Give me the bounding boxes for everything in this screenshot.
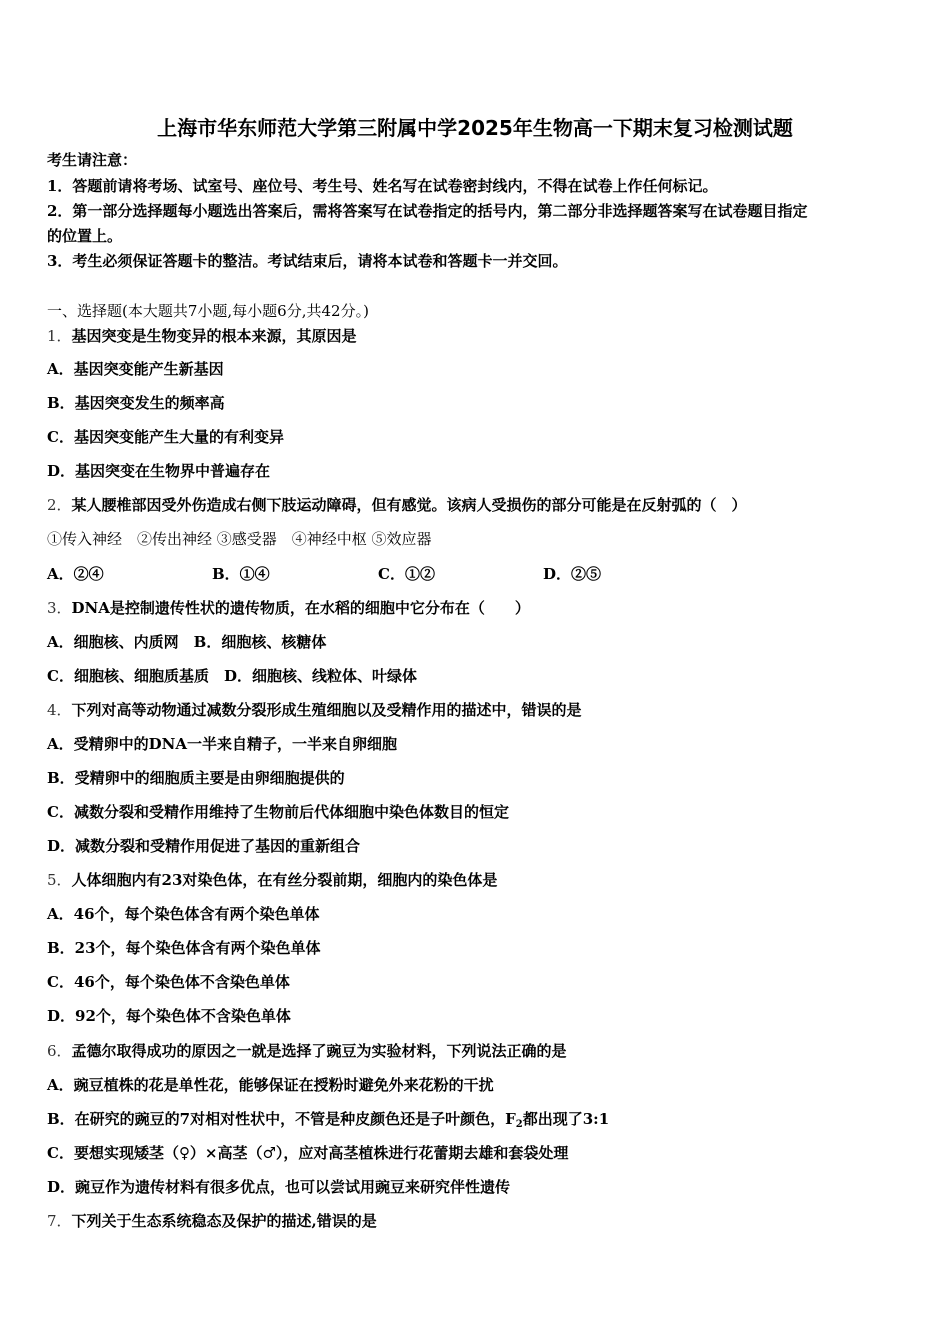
option: C．细胞核、细胞质基质 D．细胞核、线粒体、叶绿体 [47,667,417,685]
option-text: B．在研究的豌豆的7对相对性状中，不管是种皮颜色还是子叶颜色，F [47,1110,516,1128]
notice-item: 3．考生必须保证答题卡的整洁。考试结束后，请将本试卷和答题卡一并交回。 [47,252,568,270]
subscript: 2 [515,1119,523,1130]
question-number: 4． [47,701,72,719]
option: A．基因突变能产生新基因 [47,360,224,378]
option: A．受精卵中的DNA一半来自精子，一半来自卵细胞 [47,735,397,753]
notice-item: 2．第一部分选择题每小题选出答案后，需将答案写在试卷指定的括号内，第二部分非选择题答案写在试卷题目指定 [47,202,808,220]
question-number: 7． [47,1212,72,1230]
option: C．①② [378,565,435,583]
question-4 [47,700,582,720]
question-number: 5． [47,871,72,889]
option: A．细胞核、内质网 B．细胞核、核糖体 [47,633,327,651]
option: B．受精卵中的细胞质主要是由卵细胞提供的 [47,769,345,787]
option: B．基因突变发生的频率高 [47,394,225,412]
question-3 [47,598,530,618]
option: D．减数分裂和受精作用促进了基因的重新组合 [47,837,361,855]
question-stem: 某人腰椎部因受外伤造成右侧下肢运动障碍，但有感觉。该病人受损伤的部分可能是在反射弧的（ ） [71,496,747,514]
option [47,1109,609,1135]
option: B．①④ [212,565,270,583]
option: D．②⑤ [543,565,602,583]
question-number: 2． [47,496,72,514]
option: C．46个，每个染色体不含染色单体 [47,973,290,991]
question-2 [47,495,747,515]
option-text: 都出现了3:1 [522,1110,610,1128]
option: A．46个，每个染色体含有两个染色单体 [47,905,320,923]
option: D．92个，每个染色体不含染色单体 [47,1007,291,1025]
question-number: 6． [47,1042,72,1060]
option: B．23个，每个染色体含有两个染色单体 [47,939,321,957]
question-7 [47,1211,377,1231]
question-stem: DNA是控制遗传性状的遗传物质，在水稻的细胞中它分布在（ ） [71,599,530,617]
notice-item: 的位置上。 [47,227,123,245]
option: A．豌豆植株的花是单性花，能够保证在授粉时避免外来花粉的干扰 [47,1076,494,1094]
notice-heading: 考生请注意： [47,151,138,169]
option: C．要想实现矮茎（♀）×高茎（♂），应对高茎植株进行花蕾期去雄和套袋处理 [47,1144,569,1162]
option: C．减数分裂和受精作用维持了生物前后代体细胞中染色体数目的恒定 [47,803,509,821]
question-5 [47,870,497,890]
question-stem: 孟德尔取得成功的原因之一就是选择了豌豆为实验材料，下列说法正确的是 [71,1042,567,1060]
question-6 [47,1041,567,1061]
question-number: 1． [47,327,72,345]
question-items: ①传入神经 ②传出神经 ③感受器 ④神经中枢 ⑤效应器 [47,530,432,548]
page-title: 上海市华东师范大学第三附属中学2025年生物高一下期末复习检测试题 [157,116,793,140]
question-stem: 基因突变是生物变异的根本来源，其原因是 [71,327,357,345]
question-number: 3． [47,599,72,617]
option: A．②④ [47,565,104,583]
option: D．豌豆作为遗传材料有很多优点，也可以尝试用豌豆来研究伴性遗传 [47,1178,511,1196]
notice-item: 1．答题前请将考场、试室号、座位号、考生号、姓名写在试卷密封线内，不得在试卷上作任何标记。 [47,177,718,195]
question-stem: 下列对高等动物通过减数分裂形成生殖细胞以及受精作用的描述中，错误的是 [71,701,582,719]
section-heading: 一、选择题(本大题共7小题,每小题6分,共42分。) [47,302,369,320]
option: C．基因突变能产生大量的有利变异 [47,428,284,446]
question-1 [47,326,357,346]
question-stem: 下列关于生态系统稳态及保护的描述,错误的是 [71,1212,377,1230]
question-stem: 人体细胞内有23对染色体，在有丝分裂前期，细胞内的染色体是 [71,871,498,889]
option: D．基因突变在生物界中普遍存在 [47,462,271,480]
